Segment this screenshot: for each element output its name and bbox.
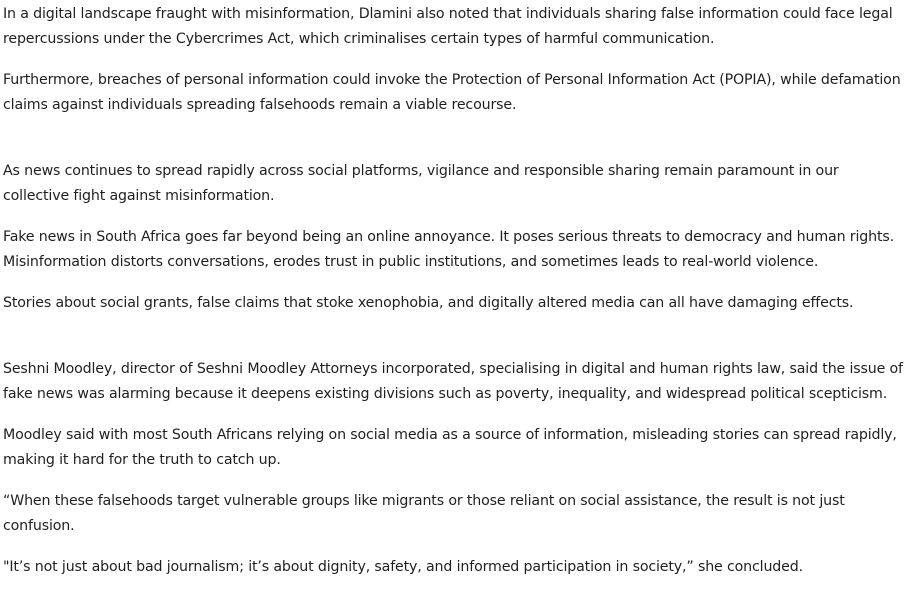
paragraph-vulnerable-groups-quote: “When these falsehoods target vulnerable groups like migrants or those reliant on social assistance, the result is not just confusion. (3, 493, 845, 534)
paragraph-social-media-source: Moodley said with most South Africans relying on social media as a source of information, misleading stories can spread rapidly, making it hard for the truth to catch up. (3, 427, 897, 468)
article-body (3, 2, 907, 596)
paragraph-damaging-effects: Stories about social grants, false claims that stoke xenophobia, and digitally altered media can all have damaging effects. (3, 295, 854, 311)
paragraph-vigilance: As news continues to spread rapidly across social platforms, vigilance and responsible sharing remain paramount in our collective fight against misinformation. (3, 163, 839, 204)
paragraph-cybercrimes-act: In a digital landscape fraught with misinformation, Dlamini also noted that individuals sharing false information could face legal repercussions under the Cybercrimes Act, which criminalises certain types of harmful communication. (3, 6, 893, 47)
paragraph-popia: Furthermore, breaches of personal information could invoke the Protection of Personal Information Act (POPIA), while defamation claims against individuals spreading falsehoods remain a viable recourse. (3, 72, 901, 113)
paragraph-fake-news-threats: Fake news in South Africa goes far beyond being an online annoyance. It poses serious threats to democracy and human rights. Misinformation distorts conversations, erodes trust in public institutions, and sometimes leads to real-world violence. (3, 229, 894, 270)
paragraph-closing-quote: "It’s not just about bad journalism; it’s about dignity, safety, and informed participation in society,” she concluded. (3, 559, 803, 575)
paragraph-seshni-moodley: Seshni Moodley, director of Seshni Moodley Attorneys incorporated, specialising in digital and human rights law, said the issue of fake news was alarming because it deepens existing divisions such as poverty, inequality, and widespread political scepticism. (3, 361, 903, 402)
